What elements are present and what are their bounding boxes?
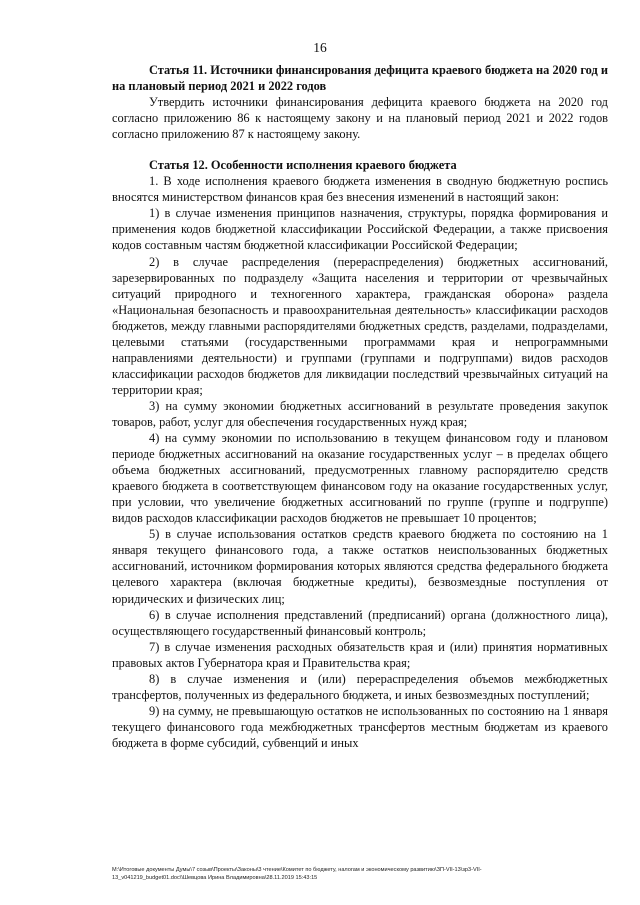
footer-line-1: M:\Итоговые документы Думы\7 созыв\Проекты\Законы\3 чтение\Комитет по бюджету, налогам и экономическому развитию\ЗП-VII-13\зр3-VII-	[112, 867, 482, 873]
article-12-item-2: 2) в случае распределения (перераспределения) бюджетных ассигнований, зарезервированных по подразделу «Защита населения и территории от чрезвычайных ситуаций природного и техногенного характера, гражданская оборона» раздела «Национальная безопасность и правоохранительная деятельность» классификации расходов бюджетов, между главными распорядителями бюджетных средств, разделами, подразделами, целевыми статьями (государственными программами края и непрограммными направлениями деятельности) и группами (группами и подгруппами) видов расходов классификации расходов бюджетов для ликвидации последствий чрезвычайных ситуаций на территории края;	[112, 254, 608, 397]
article-12-item-1: 1) в случае изменения принципов назначения, структуры, порядка формирования и применения кодов бюджетной классификации Российской Федерации, а также присвоения кодов составным частям бюджетной классификации Российской Федерации;	[112, 206, 608, 253]
article-11-heading: Статья 11. Источники финансирования дефицита краевого бюджета на 2020 год и на плановый период 2021 и 2022 годов	[112, 63, 609, 94]
section-gap	[112, 142, 608, 157]
footer-line-2: 13_v041219_budget01.doc\\Шевцова Ирина Владимировна\28.11.2019 15:43:15	[112, 875, 318, 881]
article-12-item-8: 8) в случае изменения и (или) перераспределения объемов межбюджетных трансфертов, полученных из федерального бюджета, и иных безвозмездных поступлений;	[112, 671, 608, 702]
article-12-paragraph-0: 1. В ходе исполнения краевого бюджета изменения в сводную бюджетную роспись вносятся министерством финансов края без внесения изменений в настоящий закон:	[112, 174, 608, 205]
article-12-heading: Статья 12. Особенности исполнения краевого бюджета	[149, 158, 457, 173]
article-12-item-3: 3) на сумму экономии бюджетных ассигнований в результате проведения закупок товаров, работ, услуг для обеспечения государственных нужд края;	[112, 398, 608, 429]
article-12-item-5: 5) в случае использования остатков средств краевого бюджета по состоянию на 1 января текущего финансового года, а также остатков неиспользованных бюджетных ассигнований, источником формирования которых являются средства федерального бюджета целевого характера (включая бюджетные кредиты), безвозмездные поступления от юридических и физических лиц;	[112, 527, 608, 606]
article-12-item-9: 9) на сумму, не превышающую остатков не использованных по состоянию на 1 января текущего финансового года межбюджетных трансфертов местным бюджетам из краевого бюджета в форме субсидий, субвенций и иных	[112, 703, 608, 750]
page-number: 16	[313, 40, 327, 55]
file-path-footer	[112, 866, 617, 882]
article-12-item-6: 6) в случае исполнения представлений (предписаний) органа (должностного лица), осуществляющего государственный финансовый контроль;	[112, 607, 608, 638]
article-12-item-7: 7) в случае изменения расходных обязательств края и (или) принятия нормативных правовых актов Губернатора края и Правительства края;	[112, 639, 608, 670]
article-12-item-4: 4) на сумму экономии по использованию в текущем финансовом году и плановом периоде бюджетных ассигнований на оказание государственных услуг – в пределах общего объема бюджетных ассигнований, предусмотренных главному распорядителю средств краевого бюджета в соответствующем финансовом году на оказание государственных услуг, при условии, что увеличение бюджетных ассигнований по группе (группе и подгруппе) видов расходов классификации расходов бюджетов не превышает 10 процентов;	[112, 431, 608, 526]
document-body	[112, 62, 608, 751]
article-11-text: Утвердить источники финансирования дефицита краевого бюджета на 2020 год согласно приложению 86 к настоящему закону и на плановый период 2021 и 2022 годов согласно приложению 87 к настоящему закону.	[112, 95, 608, 142]
